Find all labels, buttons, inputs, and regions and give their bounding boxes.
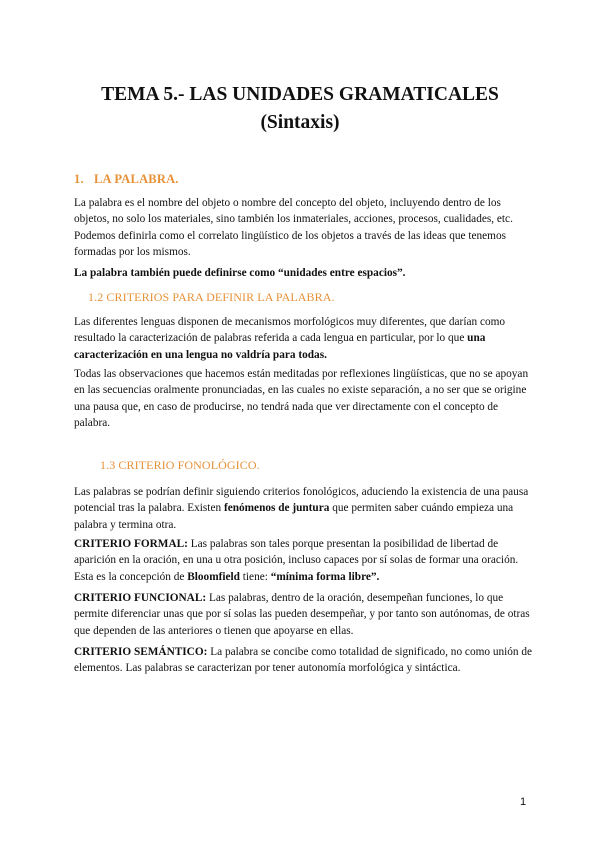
paragraph-definition-bold: La palabra también puede definirse como “unidades entre espacios”. xyxy=(74,267,406,279)
page-number: 1 xyxy=(520,796,527,808)
document-title: TEMA 5.- LAS UNIDADES GRAMATICALES xyxy=(101,84,499,105)
formal-bold-1: Bloomfield xyxy=(187,570,240,583)
paragraph-formal xyxy=(74,536,534,585)
subsection-heading-1-3: 1.3 CRITERIO FONOLÓGICO. xyxy=(100,458,260,472)
paragraph-criteria xyxy=(74,314,534,363)
paragraph-functional xyxy=(74,590,534,639)
formal-text-1: Las palabras son tales porque presentan la posibilidad de libertad de aparición en la oración, en una u otra posición, incluso capaces por sí solas de formar una oración. Esta es la concepción de xyxy=(74,538,519,583)
semantic-label: CRITERIO SEMÁNTICO: xyxy=(74,646,208,658)
paragraph-semantic xyxy=(74,644,534,677)
paragraph-criteria-text: Las diferentes lenguas disponen de mecanismos morfológicos muy diferentes, que darían como resultado la caracterización de palabras referida a cada lengua en particular, por lo que xyxy=(74,316,506,345)
paragraph-observations: Todas las observaciones que hacemos están meditadas por reflexiones lingüísticas, que no se apoyan en las secuencias oralmente pronunciadas, en las cuales no existe separación, a no ser que se origine una pausa que, en caso de producirse, no tendrá nada que ver directamente con el concepto de palabra. xyxy=(74,368,529,430)
formal-label: CRITERIO FORMAL: xyxy=(74,538,188,550)
phonological-bold: fenómenos de juntura xyxy=(223,502,330,515)
functional-text: Las palabras, dentro de la oración, desempeñan funciones, lo que permite diferenciar unas que por sí solas las pueden desempeñar, y por tanto son autónomas, de otras que dependen de las anteriores o tienen que apoyarse en ellas. xyxy=(74,592,530,637)
formal-bold-2: “mínima forma libre”. xyxy=(270,570,380,583)
paragraph-definition: La palabra es el nombre del objeto o nombre del concepto del objeto, incluyendo dentro de los objetos, no solo los materiales, sino también los inmateriales, acciones, procesos, cualidades, etc. Podemos definirla como el correlato lingüístico de los objetos a través de las ideas que tenemos formadas por los mismos. xyxy=(74,197,513,259)
section-heading-1 xyxy=(74,172,179,187)
formal-text-2: tiene: xyxy=(239,570,271,583)
phonological-text-2: que permiten saber cuándo empieza una palabra y termina otra. xyxy=(74,502,514,531)
paragraph-phonological xyxy=(74,484,534,533)
functional-label: CRITERIO FUNCIONAL: xyxy=(74,592,207,604)
section-number: 1. xyxy=(74,172,84,186)
paragraph-criteria-bold: una caracterización en una lengua no valdría para todas. xyxy=(74,332,486,361)
semantic-text: La palabra se concibe como totalidad de significado, no como unión de elementos. Las palabras se caracterizan por tener autonomía morfológica y sintáctica. xyxy=(74,646,533,675)
section-label: LA PALABRA. xyxy=(94,172,179,186)
document-subtitle: (Sintaxis) xyxy=(260,112,340,133)
subsection-heading-1-2: 1.2 CRITERIOS PARA DEFINIR LA PALABRA. xyxy=(88,290,335,304)
phonological-text-1: Las palabras se podrían definir siguiendo criterios fonológicos, aduciendo la existencia de una pausa potencial tras la palabra. Existen xyxy=(74,486,529,515)
